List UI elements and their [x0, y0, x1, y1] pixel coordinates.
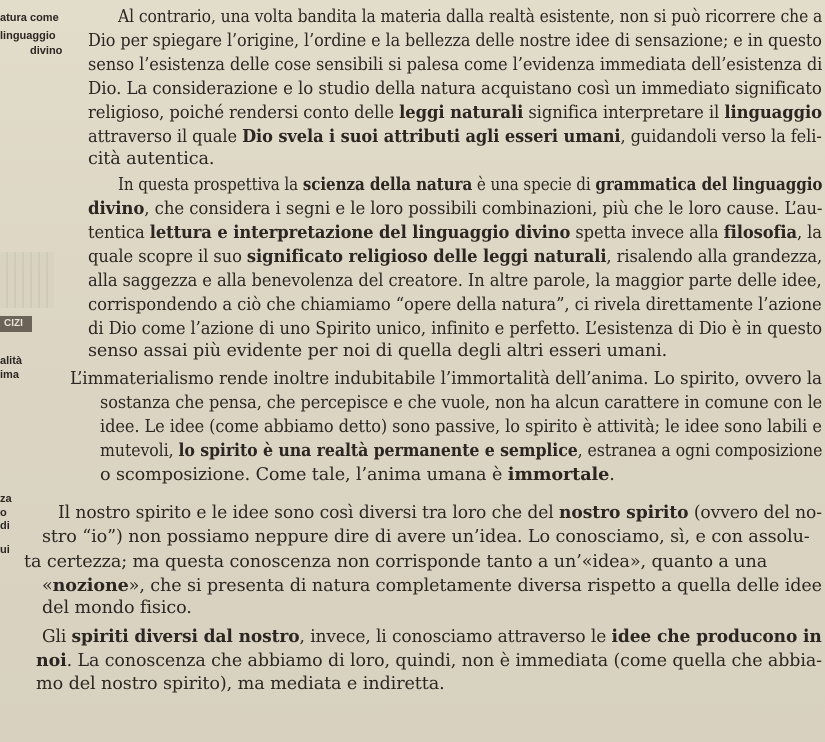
- bold-term: lettura e interpretazione del linguaggio divino: [149, 222, 571, 243]
- text-line: mo del nostro spirito), ma mediata e indiretta.: [36, 674, 445, 694]
- bold-term: spiriti diversi dal nostro: [71, 626, 300, 647]
- text-line: In questa prospettiva la scienza della natura è una specie di grammatica del linguaggio: [118, 174, 823, 195]
- margin-marker-label: CIZI: [0, 316, 32, 332]
- bold-term: lo spirito è una realtà permanente e semplice: [178, 440, 578, 461]
- margin-note: atura come: [0, 12, 59, 24]
- text-line: alla saggezza e alla benevolenza del creatore. In altre parole, la maggior parte delle idee,: [88, 271, 822, 291]
- text-line: tentica lettura e interpretazione del linguaggio divino spetta invece alla filosofia, la: [88, 222, 822, 243]
- bold-term: linguaggio: [724, 102, 822, 123]
- text-line: «nozione», che si presenta di natura completamente diversa rispetto a quella delle idee: [42, 575, 822, 596]
- text-line: divino, che considera i segni e le loro possibili combinazioni, più che le loro cause. L’au-: [88, 198, 823, 219]
- margin-note: ui: [0, 544, 10, 556]
- text-line: Dio. La considerazione e lo studio della natura acquistano così un immediato significato: [88, 79, 822, 99]
- bold-term: leggi naturali: [399, 102, 524, 123]
- text-line: Al contrario, una volta bandita la materia dalla realtà esistente, non si può ricorrere che a: [118, 7, 823, 27]
- text-line: L’immaterialismo rende inoltre indubitabile l’immortalità dell’anima. Lo spirito, ovvero la: [70, 369, 822, 389]
- text-line: cità autentica.: [88, 149, 215, 169]
- margin-note: divino: [30, 45, 63, 57]
- bold-term: grammatica del linguaggio: [595, 174, 823, 195]
- bold-term: significato religioso delle leggi naturali: [246, 246, 607, 267]
- margin-note: di: [0, 520, 10, 532]
- bold-term: noi: [36, 650, 67, 671]
- margin-note: alità: [0, 355, 23, 367]
- text-line: del mondo fisico.: [42, 598, 192, 618]
- text-line: idee. Le idee (come abbiamo detto) sono passive, lo spirito è attività; le idee sono labili e: [100, 417, 822, 437]
- bold-term: scienza della natura: [302, 174, 473, 195]
- bold-term: Dio svela i suoi attributi agli esseri umani: [242, 126, 621, 147]
- bold-term: immortale: [507, 464, 610, 485]
- text-line: mutevoli, lo spirito è una realtà permanente e semplice, estranea a ogni composizione: [100, 440, 823, 461]
- margin-note: za: [0, 493, 12, 505]
- bold-term: filosofia: [723, 222, 797, 243]
- margin-note: o: [0, 507, 7, 519]
- text-line: corrispondendo a ciò che chiamiamo “opere della natura”, ci rivela direttamente l’azione: [88, 295, 822, 315]
- text-line: Dio per spiegare l’origine, l’ordine e la bellezza delle nostre idee di sensazione; e in questo: [88, 31, 822, 51]
- bold-term: nozione: [52, 575, 129, 596]
- bold-term: nostro spirito: [559, 502, 689, 523]
- text-line: noi. La conoscenza che abbiamo di loro, quindi, non è immediata (come quella che abbia-: [36, 650, 822, 671]
- text-line: Il nostro spirito e le idee sono così diversi tra loro che del nostro spirito (ovvero del no-: [58, 502, 822, 523]
- text-line: senso assai più evidente per noi di quella degli altri esseri umani.: [88, 341, 668, 361]
- text-line: stro “io”) non possiamo neppure dire di avere un’idea. Lo conosciamo, sì, e con assolu-: [42, 527, 810, 547]
- text-line: ta certezza; ma questa conoscenza non corrisponde tanto a un’«idea», quanto a una: [24, 552, 768, 572]
- bold-term: divino: [88, 198, 145, 219]
- text-line: o scomposizione. Come tale, l’anima umana è immortale.: [100, 464, 615, 485]
- bold-term: idee che producono in: [611, 626, 822, 647]
- text-line: quale scopre il suo significato religioso delle leggi naturali, risalendo alla grandezza,: [88, 246, 823, 267]
- text-line: senso l’esistenza delle cose sensibili si palesa come l’evidenza immediata dell’esistenza di: [88, 55, 823, 75]
- text-line: attraverso il quale Dio svela i suoi attributi agli esseri umani, guidandoli verso la feli-: [88, 126, 822, 147]
- text-line: di Dio come l’azione di uno Spirito unico, infinito e perfetto. L’esistenza di Dio è in questo: [88, 319, 823, 339]
- margin-note: linguaggio: [0, 30, 56, 42]
- margin-thumbnail-image: [0, 252, 54, 308]
- text-line: Gli spiriti diversi dal nostro, invece, li conosciamo attraverso le idee che producono in: [42, 626, 822, 647]
- text-line: sostanza che pensa, che percepisce e che vuole, non ha alcun carattere in comune con le: [100, 393, 823, 413]
- margin-note: ima: [0, 369, 19, 381]
- text-line: religioso, poiché rendersi conto delle leggi naturali significa interpretare il linguaggio: [88, 102, 822, 123]
